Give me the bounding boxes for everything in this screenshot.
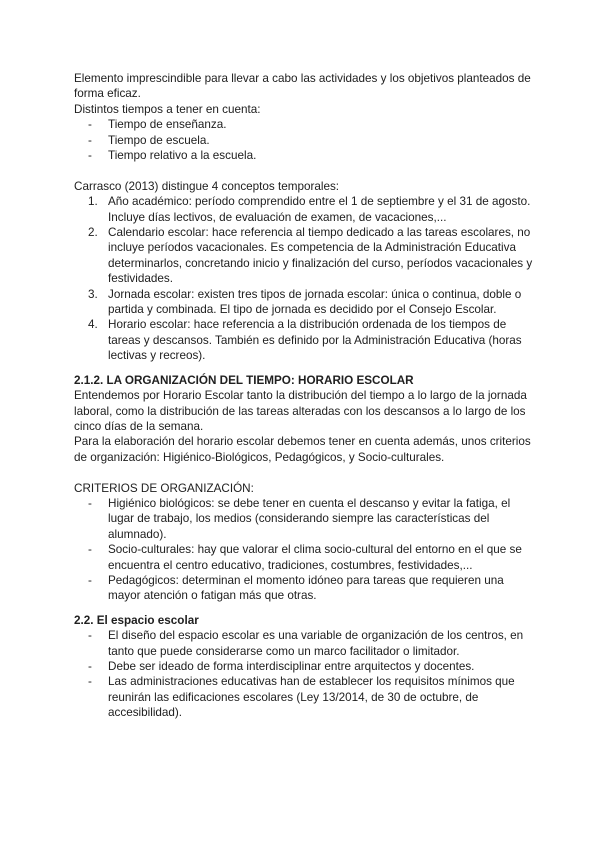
list-item: - Higiénico biológicos: se debe tener en cuenta el descanso y evitar la fatiga, el lugar de trabajo, los medios (considerando siempre las características del alumnado). bbox=[88, 496, 511, 541]
carrasco-intro: Carrasco (2013) distingue 4 conceptos temporales: bbox=[74, 179, 340, 193]
criterios-heading: CRITERIOS DE ORGANIZACIÓN: bbox=[74, 481, 254, 495]
list-item: - Tiempo de enseñanza. bbox=[88, 118, 227, 132]
list-item: 2. Calendario escolar: hace referencia al tiempo dedicado a las tareas escolares, no incluye períodos vacacionales. Es competencia de la Administración Educativa determinarlos, concretando inicio y finalización del curso, períodos vacacionales y festividades. bbox=[88, 226, 533, 286]
list-item: - Pedagógicos: determinan el momento idóneo para tareas que requieren una mayor atención o fatigan más que otras. bbox=[88, 573, 504, 603]
list-item: - Las administraciones educativas han de establecer los requisitos mínimos que reunirán las edificaciones escolares (Ley 13/2014, de 30 de octubre, de accesibilidad). bbox=[88, 675, 515, 720]
section-heading-2-1-2: 2.1.2. LA ORGANIZACIÓN DEL TIEMPO: HORARIO ESCOLAR bbox=[74, 373, 414, 387]
list-item: - Tiempo de escuela. bbox=[88, 133, 210, 147]
list-item: - Tiempo relativo a la escuela. bbox=[88, 149, 257, 163]
list-item: 4. Horario escolar: hace referencia a la distribución ordenada de los tiempos de tareas y descansos. También es definido por la Administración Educativa (horas lectivas y recreos). bbox=[88, 318, 522, 363]
criterios-list bbox=[74, 496, 534, 604]
times-list bbox=[74, 117, 534, 163]
list-item: - Socio-culturales: hay que valorar el clima socio-cultural del entorno en el que se encuentra el centro educativo, tradiciones, costumbres, festividades,... bbox=[88, 543, 522, 572]
temporal-concepts-list bbox=[74, 194, 534, 363]
list-item: 1. Año académico: período comprendido entre el 1 de septiembre y el 31 de agosto. Incluye días lectivos, de evaluación de examen, de vacaciones,... bbox=[88, 195, 531, 224]
list-item: 3. Jornada escolar: existen tres tipos de jornada escolar: única o continua, doble o partida y combinada. El tipo de jornada es decidido por el Consejo Escolar. bbox=[88, 287, 522, 317]
horario-criteria-lead: Para la elaboración del horario escolar debemos tener en cuenta además, unos criterios de organización: Higiénico-Biológicos, Pedagógicos, y Socio-culturales. bbox=[74, 435, 531, 464]
horario-definition: Entendemos por Horario Escolar tanto la distribución del tiempo a lo largo de la jornada laboral, como la distribución de las tareas alteradas con los descansos a lo largo de los cinco días de la semana. bbox=[74, 389, 527, 433]
espacio-list bbox=[74, 628, 534, 720]
list-item: - El diseño del espacio escolar es una variable de organización de los centros, en tanto que puede considerarse como un marco facilitador o limitador. bbox=[88, 629, 524, 658]
intro-paragraph: Elemento imprescindible para llevar a cabo las actividades y los objetivos planteados de forma eficaz. bbox=[74, 72, 531, 101]
document-body bbox=[74, 71, 534, 721]
section-heading-2-2: 2.2. El espacio escolar bbox=[74, 613, 199, 627]
intro-times-lead: Distintos tiempos a tener en cuenta: bbox=[74, 102, 261, 116]
list-item: - Debe ser ideado de forma interdisciplinar entre arquitectos y docentes. bbox=[88, 660, 475, 673]
